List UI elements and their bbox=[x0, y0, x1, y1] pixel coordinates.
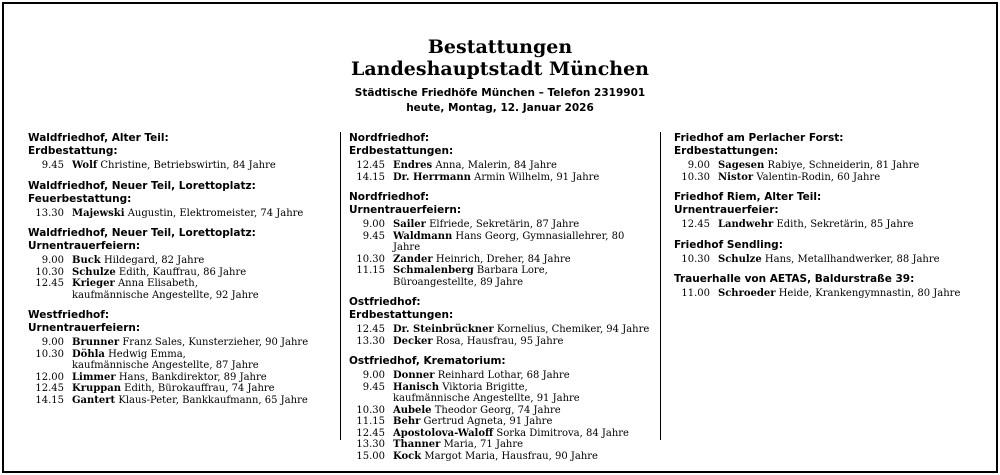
entry-details bbox=[385, 160, 557, 172]
deceased-info: Gertrud Agneta, 91 Jahre bbox=[423, 416, 553, 427]
title-line-1: Bestattungen bbox=[427, 36, 573, 58]
funeral-entry bbox=[349, 219, 654, 231]
deceased-name: Dr. Steinbrückner bbox=[393, 324, 494, 335]
funeral-entry bbox=[674, 219, 979, 231]
entry-details bbox=[64, 267, 246, 279]
entry-details bbox=[710, 219, 914, 231]
section-ceremony-type: Erdbestattungen: bbox=[674, 145, 779, 157]
deceased-name: Schulze bbox=[718, 253, 762, 265]
deceased-name: Majewski bbox=[72, 207, 125, 219]
title-line-2: Landeshauptstadt München bbox=[351, 58, 649, 80]
entry-details bbox=[385, 254, 571, 266]
notice-frame bbox=[2, 2, 998, 473]
deceased-name: Decker bbox=[393, 335, 433, 347]
deceased-info: Büroangestellte, 89 Jahre bbox=[393, 276, 524, 288]
funeral-entry bbox=[28, 337, 328, 349]
deceased-info: Margot Maria, Hausfrau, 90 Jahre bbox=[424, 450, 598, 462]
entry-time: 12.00 bbox=[35, 371, 64, 383]
deceased-info: Kornelius, Chemiker, 94 Jahre bbox=[496, 324, 650, 335]
section-ceremony-type: Erdbestattungen: bbox=[349, 145, 454, 157]
funeral-entry bbox=[349, 451, 654, 463]
section-location: Nordfriedhof: bbox=[349, 191, 430, 203]
funeral-entry bbox=[28, 360, 328, 372]
deceased-info: Theodor Georg, 74 Jahre bbox=[434, 404, 561, 416]
section-location: Nordfriedhof: bbox=[349, 132, 430, 144]
cemetery-section bbox=[28, 227, 328, 301]
section-location: Waldfriedhof, Alter Teil: bbox=[28, 132, 169, 144]
entry-time: 9.45 bbox=[41, 160, 64, 171]
deceased-info: Reinhard Lothar, 68 Jahre bbox=[437, 370, 570, 381]
deceased-info: Anna, Malerin, 84 Jahre bbox=[435, 160, 557, 171]
entry-details bbox=[64, 278, 198, 290]
entry-details bbox=[710, 172, 880, 184]
entry-details bbox=[710, 254, 940, 266]
funeral-entry bbox=[674, 160, 979, 172]
entry-details bbox=[385, 405, 561, 417]
entry-details bbox=[64, 337, 308, 349]
entry-details bbox=[64, 360, 259, 372]
cemetery-section bbox=[674, 273, 979, 300]
deceased-name: Sailer bbox=[393, 219, 426, 230]
entry-details bbox=[385, 428, 629, 440]
funeral-entry bbox=[349, 231, 654, 254]
column-right bbox=[674, 132, 979, 308]
section-location: Ostfriedhof: bbox=[349, 296, 421, 308]
entry-details bbox=[64, 208, 303, 220]
entry-time: 13.30 bbox=[356, 335, 385, 347]
entry-details bbox=[385, 439, 523, 451]
entry-time: 10.30 bbox=[356, 253, 385, 265]
entry-details bbox=[385, 324, 649, 336]
funeral-entry bbox=[674, 254, 979, 266]
cemetery-section bbox=[674, 191, 979, 231]
entry-details bbox=[385, 265, 548, 277]
funeral-entry bbox=[28, 349, 328, 361]
deceased-info: Rabiye, Schneiderin, 81 Jahre bbox=[767, 160, 920, 171]
entry-time: 11.00 bbox=[681, 288, 710, 299]
section-location: Trauerhalle von AETAS, Baldurstraße 39: bbox=[674, 273, 915, 285]
entry-time: 9.00 bbox=[362, 219, 385, 230]
entry-time: 9.45 bbox=[362, 230, 385, 242]
funeral-entry bbox=[349, 172, 654, 184]
entry-time: 13.30 bbox=[356, 439, 385, 450]
funeral-entry bbox=[349, 160, 654, 172]
cemetery-section bbox=[674, 132, 979, 183]
deceased-name: Sagesen bbox=[718, 160, 765, 171]
entry-details bbox=[64, 383, 275, 395]
deceased-name: Schmalenberg bbox=[393, 265, 474, 276]
entry-details bbox=[385, 172, 599, 184]
deceased-info: kaufmännische Angestellte, 92 Jahre bbox=[72, 289, 259, 301]
entry-time: 12.45 bbox=[356, 324, 385, 335]
section-ceremony-type: Erdbestattungen: bbox=[349, 309, 454, 321]
deceased-info: Anna Elisabeth, bbox=[117, 278, 198, 289]
deceased-name: Kruppan bbox=[72, 383, 121, 394]
entry-details bbox=[385, 370, 570, 382]
contact-line: Städtische Friedhöfe München – Telefon 2319901 bbox=[354, 87, 646, 99]
section-ceremony-type: Urnentrauerfeiern: bbox=[349, 204, 462, 216]
deceased-info: Franz Sales, Kunsterzieher, 90 Jahre bbox=[122, 337, 309, 348]
deceased-info: Edith, Sekretärin, 85 Jahre bbox=[776, 219, 914, 230]
entry-time: 9.45 bbox=[362, 381, 385, 393]
deceased-info: kaufmännische Angestellte, 87 Jahre bbox=[72, 360, 259, 371]
deceased-name: Behr bbox=[393, 416, 421, 427]
section-location: Friedhof Sendling: bbox=[674, 238, 783, 251]
funeral-entry bbox=[349, 254, 654, 266]
deceased-info: Elfriede, Sekretärin, 87 Jahre bbox=[429, 219, 580, 230]
entry-time: 12.45 bbox=[681, 219, 710, 230]
section-ceremony-type: Feuerbestattung: bbox=[28, 192, 132, 205]
deceased-info: Edith, Bürokauffrau, 74 Jahre bbox=[124, 383, 275, 394]
deceased-info: Barbara Lore, bbox=[476, 265, 548, 276]
entry-time: 9.00 bbox=[41, 337, 64, 348]
entry-time: 13.30 bbox=[35, 207, 64, 219]
entry-time: 14.15 bbox=[35, 394, 64, 406]
deceased-info: Klaus-Peter, Bankkaufmann, 65 Jahre bbox=[118, 394, 308, 406]
entry-details bbox=[64, 255, 204, 267]
deceased-info: Augustin, Elektromeister, 74 Jahre bbox=[127, 207, 304, 219]
entry-details bbox=[64, 372, 267, 384]
entry-time: 12.45 bbox=[35, 383, 64, 394]
funeral-entry bbox=[349, 405, 654, 417]
deceased-info: Christine, Betriebswirtin, 84 Jahre bbox=[100, 160, 276, 171]
entry-time: 10.30 bbox=[35, 266, 64, 278]
deceased-name: Zander bbox=[393, 253, 433, 265]
entry-details bbox=[710, 160, 919, 172]
column-left bbox=[28, 132, 328, 414]
entry-details bbox=[710, 288, 960, 300]
entry-time: 10.30 bbox=[356, 404, 385, 416]
entry-time: 11.15 bbox=[356, 416, 385, 427]
deceased-name: Thanner bbox=[393, 439, 441, 450]
funeral-entry bbox=[28, 267, 328, 279]
deceased-name: Waldmann bbox=[393, 230, 453, 242]
funeral-entry bbox=[349, 277, 654, 289]
cemetery-section bbox=[349, 132, 654, 183]
deceased-info: Armin Wilhelm, 91 Jahre bbox=[474, 171, 600, 183]
entry-time: 14.15 bbox=[356, 171, 385, 183]
deceased-info: Hedwig Emma, bbox=[108, 348, 186, 360]
entry-time: 15.00 bbox=[356, 450, 385, 462]
deceased-info: Edith, Kauffrau, 86 Jahre bbox=[118, 266, 247, 278]
cemetery-section bbox=[28, 180, 328, 220]
deceased-info: Heinrich, Dreher, 84 Jahre bbox=[435, 253, 571, 265]
deceased-name: Kock bbox=[393, 450, 422, 462]
deceased-info: Sorka Dimitrova, 84 Jahre bbox=[496, 427, 629, 439]
funeral-entry bbox=[349, 324, 654, 336]
entry-time: 10.30 bbox=[681, 253, 710, 265]
funeral-entry bbox=[349, 416, 654, 428]
funeral-entry bbox=[349, 393, 654, 405]
funeral-entry bbox=[28, 160, 328, 172]
entry-time: 12.45 bbox=[356, 160, 385, 171]
entry-details bbox=[385, 231, 654, 254]
funeral-entry bbox=[349, 439, 654, 451]
deceased-info: Hans Georg, Gymnasiallehrer, 80 Jahre bbox=[393, 230, 625, 253]
deceased-name: Schroeder bbox=[718, 288, 776, 299]
deceased-name: Donner bbox=[393, 370, 435, 381]
deceased-name: Brunner bbox=[72, 337, 120, 348]
entry-details bbox=[385, 277, 523, 289]
deceased-name: Landwehr bbox=[718, 219, 774, 230]
section-ceremony-type: Urnentrauerfeiern: bbox=[28, 240, 141, 252]
deceased-name: Aubele bbox=[393, 404, 432, 416]
entry-details bbox=[385, 382, 528, 394]
entry-time: 11.15 bbox=[356, 265, 385, 276]
deceased-name: Schulze bbox=[72, 266, 116, 278]
deceased-info: Valentin-Rodin, 60 Jahre bbox=[756, 171, 881, 183]
section-location: Waldfriedhof, Neuer Teil, Lorettoplatz: bbox=[28, 179, 256, 192]
entry-details bbox=[385, 336, 563, 348]
entry-details bbox=[64, 160, 276, 172]
deceased-info: Viktoria Brigitte, bbox=[442, 381, 528, 393]
entry-time: 9.00 bbox=[362, 370, 385, 381]
deceased-name: Apostolova-Waloff bbox=[393, 427, 494, 439]
deceased-info: Heide, Krankengymnastin, 80 Jahre bbox=[778, 288, 961, 299]
section-location: Friedhof Riem, Alter Teil: bbox=[674, 191, 822, 203]
funeral-entry bbox=[349, 382, 654, 394]
column-middle bbox=[349, 132, 654, 470]
funeral-entry bbox=[28, 383, 328, 395]
cemetery-section bbox=[674, 239, 979, 266]
deceased-name: Hanisch bbox=[393, 381, 439, 393]
entry-details bbox=[64, 349, 186, 361]
funeral-entry bbox=[28, 255, 328, 267]
funeral-entry bbox=[28, 372, 328, 384]
funeral-entry bbox=[28, 395, 328, 407]
entry-details bbox=[64, 395, 308, 407]
column-divider bbox=[340, 132, 341, 440]
entry-time: 10.30 bbox=[681, 171, 710, 183]
deceased-name: Krieger bbox=[72, 278, 115, 289]
funeral-entry bbox=[349, 428, 654, 440]
entry-time: 9.00 bbox=[687, 160, 710, 171]
entry-time: 9.00 bbox=[41, 255, 64, 266]
section-ceremony-type: Urnentrauerfeier: bbox=[674, 204, 779, 216]
cemetery-section bbox=[349, 191, 654, 288]
funeral-entry bbox=[28, 208, 328, 220]
deceased-name: Gantert bbox=[72, 394, 116, 406]
funeral-entry bbox=[674, 172, 979, 184]
cemetery-section bbox=[28, 309, 328, 406]
entry-details bbox=[385, 451, 598, 463]
deceased-name: Endres bbox=[393, 160, 433, 171]
cemetery-section bbox=[349, 296, 654, 347]
entry-time: 10.30 bbox=[35, 348, 64, 360]
cemetery-section bbox=[349, 355, 654, 462]
funeral-entry bbox=[349, 265, 654, 277]
section-location: Ostfriedhof, Krematorium: bbox=[349, 355, 506, 367]
funeral-entry bbox=[674, 288, 979, 300]
deceased-name: Döhla bbox=[72, 348, 105, 360]
column-divider bbox=[660, 132, 661, 440]
deceased-name: Nistor bbox=[718, 171, 754, 183]
date-line: heute, Montag, 12. Januar 2026 bbox=[406, 102, 594, 114]
section-location: Friedhof am Perlacher Forst: bbox=[674, 132, 844, 144]
entry-details bbox=[385, 416, 552, 428]
notice-header bbox=[4, 36, 996, 116]
entry-time: 12.45 bbox=[35, 278, 64, 289]
section-location: Waldfriedhof, Neuer Teil, Lorettoplatz: bbox=[28, 227, 256, 239]
deceased-name: Wolf bbox=[72, 160, 98, 171]
deceased-name: Dr. Herrmann bbox=[393, 171, 471, 183]
entry-details bbox=[385, 219, 579, 231]
section-ceremony-type: Urnentrauerfeiern: bbox=[28, 322, 141, 334]
deceased-name: Limmer bbox=[72, 371, 116, 383]
entry-details bbox=[385, 393, 580, 405]
section-location: Westfriedhof: bbox=[28, 309, 110, 321]
deceased-info: Hans, Metallhandwerker, 88 Jahre bbox=[764, 253, 940, 265]
entry-details bbox=[64, 290, 259, 302]
funeral-entry bbox=[28, 278, 328, 290]
funeral-entry bbox=[349, 370, 654, 382]
funeral-entry bbox=[28, 290, 328, 302]
funeral-entry bbox=[349, 336, 654, 348]
entry-time: 12.45 bbox=[356, 427, 385, 439]
deceased-name: Buck bbox=[72, 255, 101, 266]
deceased-info: kaufmännische Angestellte, 91 Jahre bbox=[393, 393, 580, 404]
section-ceremony-type: Erdbestattung: bbox=[28, 145, 118, 157]
cemetery-section bbox=[28, 132, 328, 172]
deceased-info: Maria, 71 Jahre bbox=[443, 439, 524, 450]
deceased-info: Hans, Bankdirektor, 89 Jahre bbox=[118, 371, 267, 383]
deceased-info: Hildegard, 82 Jahre bbox=[103, 255, 205, 266]
deceased-info: Rosa, Hausfrau, 95 Jahre bbox=[435, 335, 564, 347]
